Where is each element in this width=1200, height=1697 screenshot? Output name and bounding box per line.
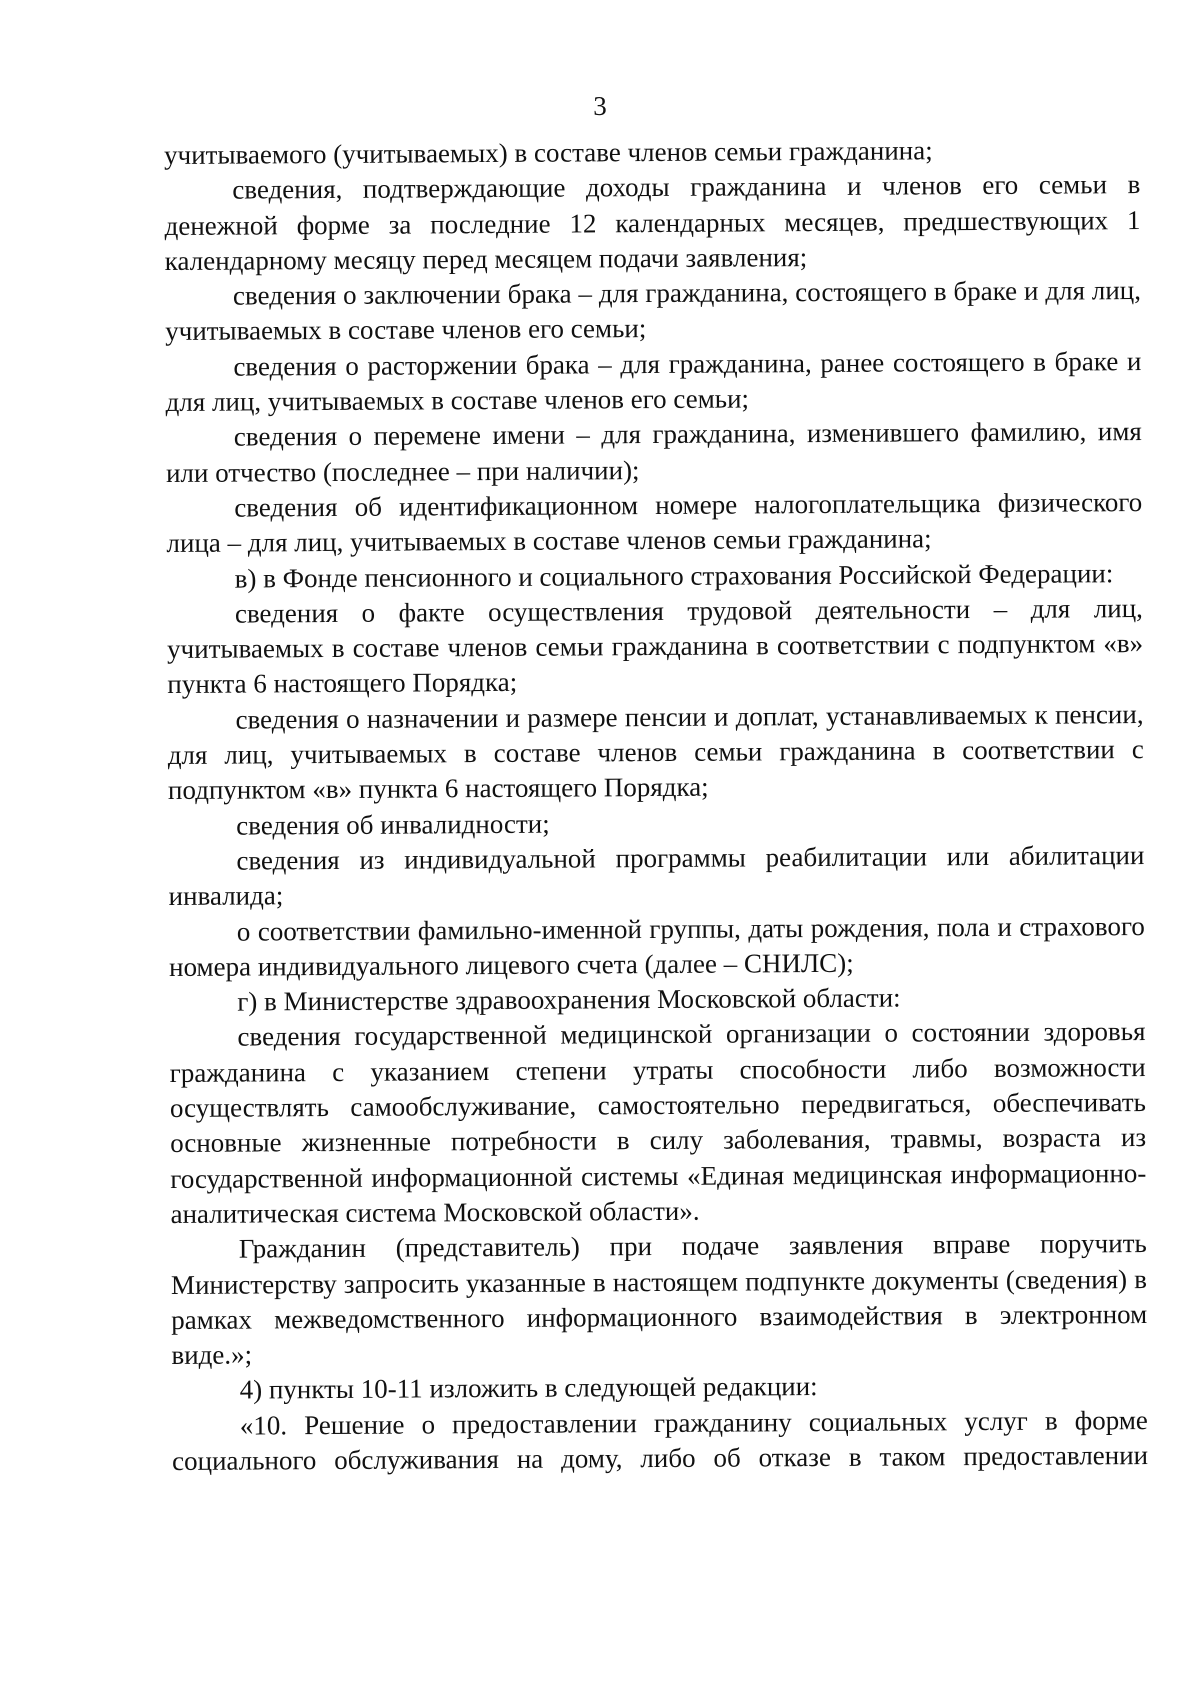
paragraph-health-ministry-heading: г) в Министерстве здравоохранения Московской области: [237,982,901,1017]
paragraph-employment-info: сведения о факте осуществления трудовой деятельности – для лиц, учитываемых в составе членов семьи гражданина в соответствии с подпунктом «в» пункта 6 настоящего Порядка; [167,592,1144,700]
paragraph-health-info: сведения государственной медицинской организации о состоянии здоровья гражданина с указанием степени утраты способности либо возможности осуществлять самообслуживание, самостоятельно передвигаться, обеспечивать основные жизненные потребности в силу заболевания, травмы, возраста из государственной информационной системы «Единая медицинская информационно-аналитическая система Московской области». [169,1016,1147,1229]
paragraph-rehabilitation-info: сведения из индивидуальной программы реабилитации или абилитации инвалида; [168,839,1145,912]
paragraph-disability-info: сведения об инвалидности; [236,808,550,841]
paragraph-item-10: «10. Решение о предоставлении гражданину социальных услуг в форме социального обслуживания на дому, либо об отказе в таком предоставлении [171,1404,1149,1476]
paragraph-snils-info: о соответствии фамильно-именной группы, даты рождения, пола и страхового номера индивидуального лицевого счета (далее – СНИЛС); [168,910,1145,982]
paragraph-pension-info: сведения о назначении и размере пенсии и доплат, устанавливаемых к пенсии, для лиц, учитываемых в составе членов семьи гражданина в соответствии с подпунктом «в» пункта 6 настоящего Порядка; [167,698,1144,806]
paragraph-pension-fund-heading: в) в Фонде пенсионного и социального страхования Российской Федерации: [234,557,1114,594]
paragraph-name-change-info: сведения о перемене имени – для гражданина, изменившего фамилию, имя или отчество (последнее – при наличии); [165,416,1142,488]
page-number: 3 [593,91,607,121]
paragraph-marriage-info: сведения о заключении брака – для гражданина, состоящего в браке и для лиц, учитываемых в составе членов его семьи; [165,275,1142,347]
document-body [164,132,1148,1479]
paragraph-inn-info: сведения об идентификационном номере налогоплательщика физического лица – для лиц, учитываемых в составе членов семьи гражданина; [166,487,1143,559]
paragraph-citizen-request: Гражданин (представитель) при подаче заявления вправе поручить Министерству запросить указанные в настоящем подпункте документы (сведения) в рамках межведомственного информационного взаимодействия в электронном виде.»; [170,1228,1148,1371]
paragraph-income-info: сведения, подтверждающие доходы гражданина и членов его семьи в денежной форме за последние 12 календарных месяцев, предшествующих 1 календарному месяцу перед месяцем подачи заявления; [164,169,1141,276]
paragraph-continuation: учитываемого (учитываемых) в составе членов семьи гражданина; [164,135,933,170]
paragraph-divorce-info: сведения о расторжении брака – для гражданина, ранее состоящего в браке и для лиц, учитываемых в составе членов его семьи; [165,345,1142,418]
paragraph-items-10-11: 4) пункты 10-11 изложить в следующей редакции: [239,1371,818,1405]
